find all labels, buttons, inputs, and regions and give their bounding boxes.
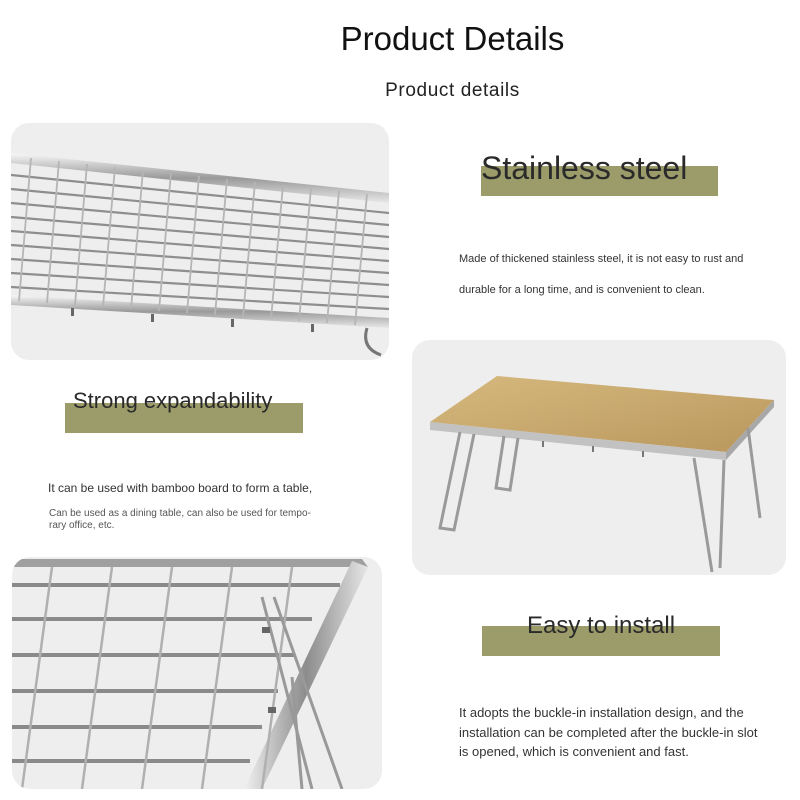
- stainless-description-line2: durable for a long time, and is convenient to clean.: [459, 284, 705, 296]
- install-description-line3: is opened, which is convenient and fast.: [459, 744, 689, 759]
- grill-rack-photo: [11, 123, 389, 360]
- bamboo-table-photo: [412, 340, 786, 575]
- page-title: Product Details: [340, 20, 565, 57]
- bamboo-table-illustration: [412, 340, 786, 575]
- grill-rack-illustration: [11, 123, 389, 360]
- page-subtitle: Product details: [385, 80, 520, 101]
- stainless-heading: Stainless steel: [481, 150, 688, 186]
- expandability-heading: Strong expandability: [73, 388, 273, 413]
- install-description-line2: installation can be completed after the buckle-in slot: [459, 725, 758, 740]
- expandability-description-line1: It can be used with bamboo board to form a table,: [48, 481, 313, 495]
- install-heading: Easy to install: [527, 612, 676, 639]
- expandability-description-line2b: rary office, etc.: [49, 520, 115, 531]
- expandability-description-line2a: Can be used as a dining table, can also be used for tempo-: [49, 508, 311, 519]
- install-description-line1: It adopts the buckle-in installation design, and the: [459, 705, 744, 720]
- grill-corner-illustration: [12, 557, 382, 789]
- stainless-description-line1: Made of thickened stainless steel, it is not easy to rust and: [459, 253, 744, 265]
- grill-corner-photo: [12, 557, 382, 789]
